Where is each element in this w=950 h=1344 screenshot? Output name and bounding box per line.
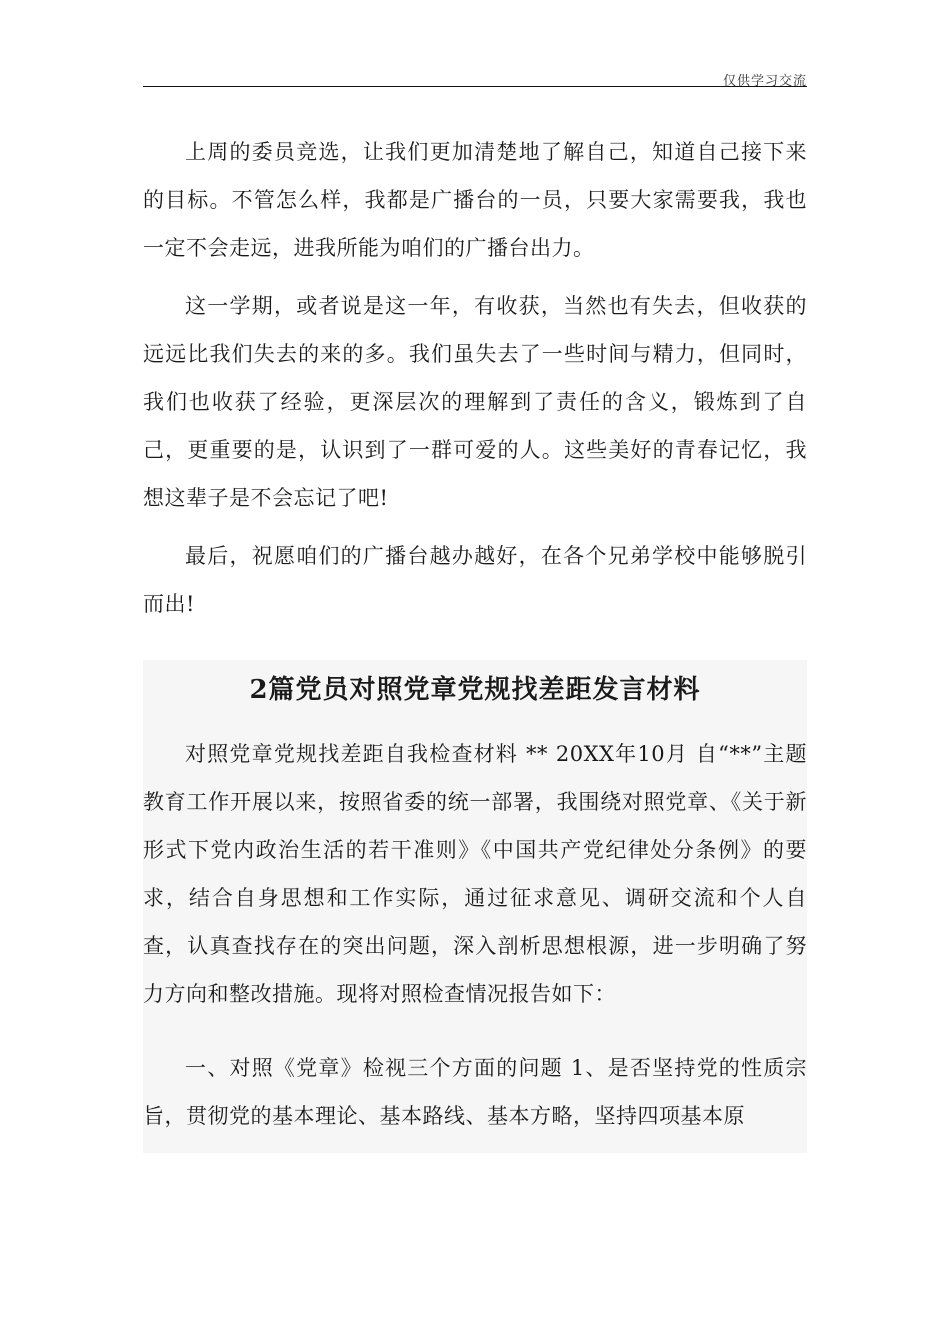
intro-paragraph-3: 最后，祝愿咱们的广播台越办越好，在各个兄弟学校中能够脱引而出! xyxy=(143,544,807,616)
header-note: 仅供学习交流 xyxy=(722,74,807,89)
intro-section xyxy=(143,128,807,638)
article-title: 2篇党员对照党章党规找差距发言材料 xyxy=(249,675,701,705)
header-divider xyxy=(143,86,807,87)
article-paragraph-2: 一、对照《党章》检视三个方面的问题 1、是否坚持党的性质宗旨，贯彻党的基本理论、基本路线、基本方略，坚持四项基本原 xyxy=(143,1056,807,1128)
intro-paragraph-1: 上周的委员竞选，让我们更加清楚地了解自己，知道自己接下来的目标。不管怎么样，我都是广播台的一员，只要大家需要我，我也一定不会走远，进我所能为咱们的广播台出力。 xyxy=(143,140,807,260)
intro-paragraph-2: 这一学期，或者说是这一年，有收获，当然也有失去，但收获的远远比我们失去的来的多。我们虽失去了一些时间与精力，但同时，我们也收获了经验，更深层次的理解到了责任的含义，锻炼到了自己，更重要的是，认识到了一群可爱的人。这些美好的青春记忆，我想这辈子是不会忘记了吧! xyxy=(143,294,807,510)
article-paragraph-1: 对照党章党规找差距自我检查材料 ** 20XX年10月 自“**”主题教育工作开展以来，按照省委的统一部署，我围绕对照党章、《关于新形式下党内政治生活的若干准则》《中国共产党纪律处分条例》的要求，结合自身思想和工作实际，通过征求意见、调研交流和个人自查，认真查找存在的突出问题，深入剖析思想根源，进一步明确了努力方向和整改措施。现将对照检查情况报告如下： xyxy=(143,742,807,1006)
article-section xyxy=(143,660,807,1153)
